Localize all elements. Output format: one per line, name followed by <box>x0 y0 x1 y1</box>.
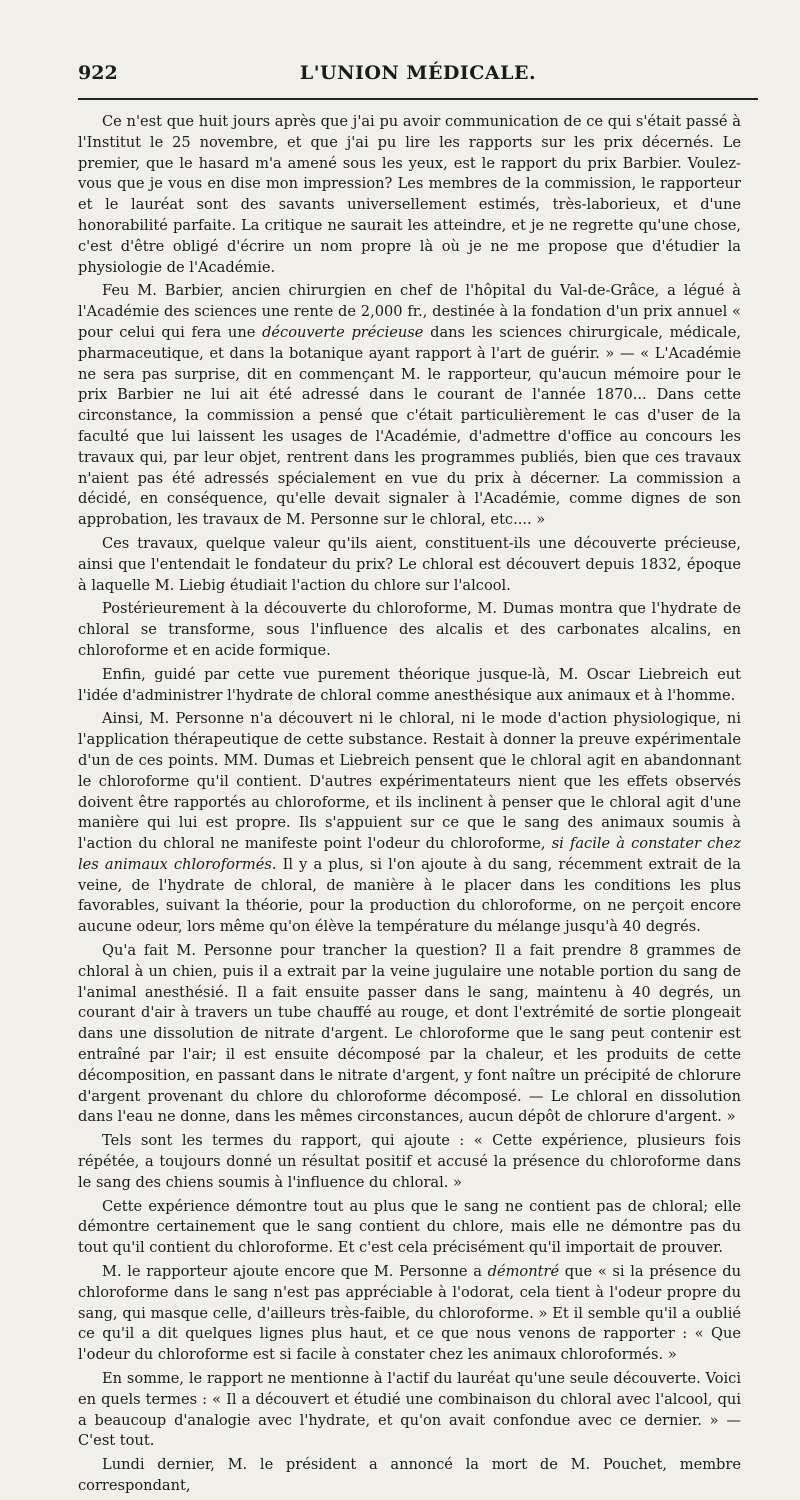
paragraph-9: Cette expérience démontre tout au plus que le sang ne contient pas de chloral; elle démontre certainement que le sang contient du chlore, mais elle ne démontre pas du tout qu'il contient du chloroforme. Et c'est cela précisément qu'il importait de prouver. <box>78 1197 741 1257</box>
header-rule <box>78 98 758 100</box>
paragraph-5: Enfin, guidé par cette vue purement théorique jusque-là, M. Oscar Liebreich eut l'idée d'administrer l'hydrate de chloral comme anesthésique aux animaux et à l'homme. <box>78 665 741 704</box>
paragraph-8: Tels sont les termes du rapport, qui ajoute : « Cette expérience, plusieurs fois répétée, a toujours donné un résultat positif et accusé la présence du chloroforme dans le sang des chiens soumis à l'influence du chloral. » <box>78 1132 741 1191</box>
paragraph-3: Ces travaux, quelque valeur qu'ils aient, constituent-ils une découverte précieuse, ainsi que l'entendait le fondateur du prix? Le chloral est découvert depuis 1832, époque à laquelle M. Liebig étudiait l'action du chlore sur l'alcool. <box>78 534 741 594</box>
paragraph-6: Ainsi, M. Personne n'a découvert ni le chloral, ni le mode d'action physiologique, ni l'application thérapeutique de cette substance. Restait à donner la preuve expérimentale d'un de ces points. MM. Dumas et Liebreich pensent que le chloral agit en abandonnant le chloroforme qu'il contient. D'autres expérimentateurs nient que les effets observés doivent être rapportés au chloroforme, et ils inclinent à penser que le chloral agit d'une manière qui lui est propre. Ils s'appuient sur ce que le sang des animaux soumis à l'action du chloral ne manifeste point l'odeur du chloroforme, si facile à constater chez les animaux chloroformés. Il y a plus, si l'on ajoute à du sang, récemment extrait de la veine, de l'hydrate de chloral, de manière à le placer dans les conditions les plus favorables, suivant la théorie, pour la production du chloroforme, on ne perçoit encore aucune odeur, lors même qu'on élève la température du mélange jusqu'à 40 degrés. <box>78 710 742 936</box>
page-bottom-edge <box>78 1362 741 1380</box>
emphasis: si facile à constater chez les animaux chloroformés. <box>78 835 741 873</box>
emphasis: découverte précieuse <box>262 323 424 341</box>
paragraph-12: Lundi dernier, M. le président a annoncé la mort de M. Pouchet, membre correspondant, <box>78 1456 741 1494</box>
paragraph-11: En somme, le rapport ne mentionne à l'actif du lauréat qu'une seule découverte. Voici en quels termes : « Il a découvert et étudié une combinaison du chloral avec l'alcool, qui a beaucoup d'analogie avec l'hydrate, et qu'on avait confondue avec ce dernier. » — C'est tout. <box>78 1370 741 1450</box>
paragraph-2: Feu M. Barbier, ancien chirurgien en chef de l'hôpital du Val-de-Grâce, a légué à l'Académie des sciences une rente de 2,000 fr., destinée à la fondation d'un prix annuel « pour celui qui fera une découverte précieuse dans les sciences chirurgicale, médicale, pharmaceutique, et dans la botanique ayant rapport à l'art de guérir. » — « L'Académie ne sera pas surprise, dit en commençant M. le rapporteur, qu'aucun mémoire pour le prix Barbier ne lui ait été adressé dans le courant de l'année 1870... Dans cette circonstance, la commission a pensé que c'était particulièrement le cas d'user de la faculté que lui laissent les usages de l'Académie, d'admettre d'office au concours les travaux qui, par leur objet, rentrent dans les programmes publiés, bien que ces travaux n'aient pas été adressés spécialement en vue du prix à décerner. La commission a décidé, en conséquence, qu'elle devait signaler à l'Académie, comme dignes de son approbation, les travaux de M. Personne sur le chloral, etc.... » <box>78 282 741 529</box>
page-number: 922 <box>78 62 118 84</box>
paragraph-10: M. le rapporteur ajoute encore que M. Personne a démontré que « si la présence du chloroforme dans le sang n'est pas appréciable à l'odorat, cela tient à l'odeur propre du sang, qui masque celle, d'ailleurs très-faible, du chloroforme. » Et il semble qu'il a oublié ce qu'il a dit quelques lignes plus haut, et ce que nous venons de rapporter : « Que l'odeur du chloroforme est si facile à constater chez les animaux chloroformés. » <box>78 1263 741 1364</box>
page-header <box>78 62 758 90</box>
running-title: L'UNION MÉDICALE. <box>299 62 537 84</box>
paragraph-1: Ce n'est que huit jours après que j'ai pu avoir communication de ce qui s'était passé à l'Institut le 25 novembre, et que j'ai pu lire les rapports sur les prix décernés. Le premier, que le hasard m'a amené sous les yeux, est le rapport du prix Barbier. Voulez-vous que je vous en dise mon impression? Les membres de la commission, le rapporteur et le lauréat sont des savants universellement estimés, très-laborieux, et d'une honorabilité parfaite. La critique ne saurait les atteindre, et je ne regrette qu'une chose, c'est d'être obligé d'écrire un nom propre là où je ne me propose que d'étudier la physiologie de l'Académie. <box>78 113 741 276</box>
paragraph-7: Qu'a fait M. Personne pour trancher la question? Il a fait prendre 8 grammes de chloral à un chien, puis il a extrait par la veine jugulaire une notable portion du sang de l'animal anesthésié. Il a fait ensuite passer dans le sang, maintenu à 40 degrés, un courant d'air à travers un tube chauffé au rouge, et dont l'extrémité de sortie plongeait dans une dissolution de nitrate d'argent. Le chloroforme que le sang peut contenir est entraîné par l'air; il est ensuite décomposé par la chaleur, et les produits de cette décomposition, en passant dans le nitrate d'argent, y font naître un précipité de chlorure d'argent provenant du chlore du chloroforme décomposé. — Le chloral en dissolution dans l'eau ne donne, dans les mêmes circonstances, aucun dépôt de chlorure d'argent. » <box>78 942 741 1126</box>
paragraph-4: Postérieurement à la découverte du chloroforme, M. Dumas montra que l'hydrate de chloral se transforme, sous l'influence des alcalis et des carbonates alcalins, en chloroforme et en acide formique. <box>78 600 741 659</box>
article-body <box>78 112 741 1500</box>
emphasis: démontré <box>487 1263 560 1281</box>
